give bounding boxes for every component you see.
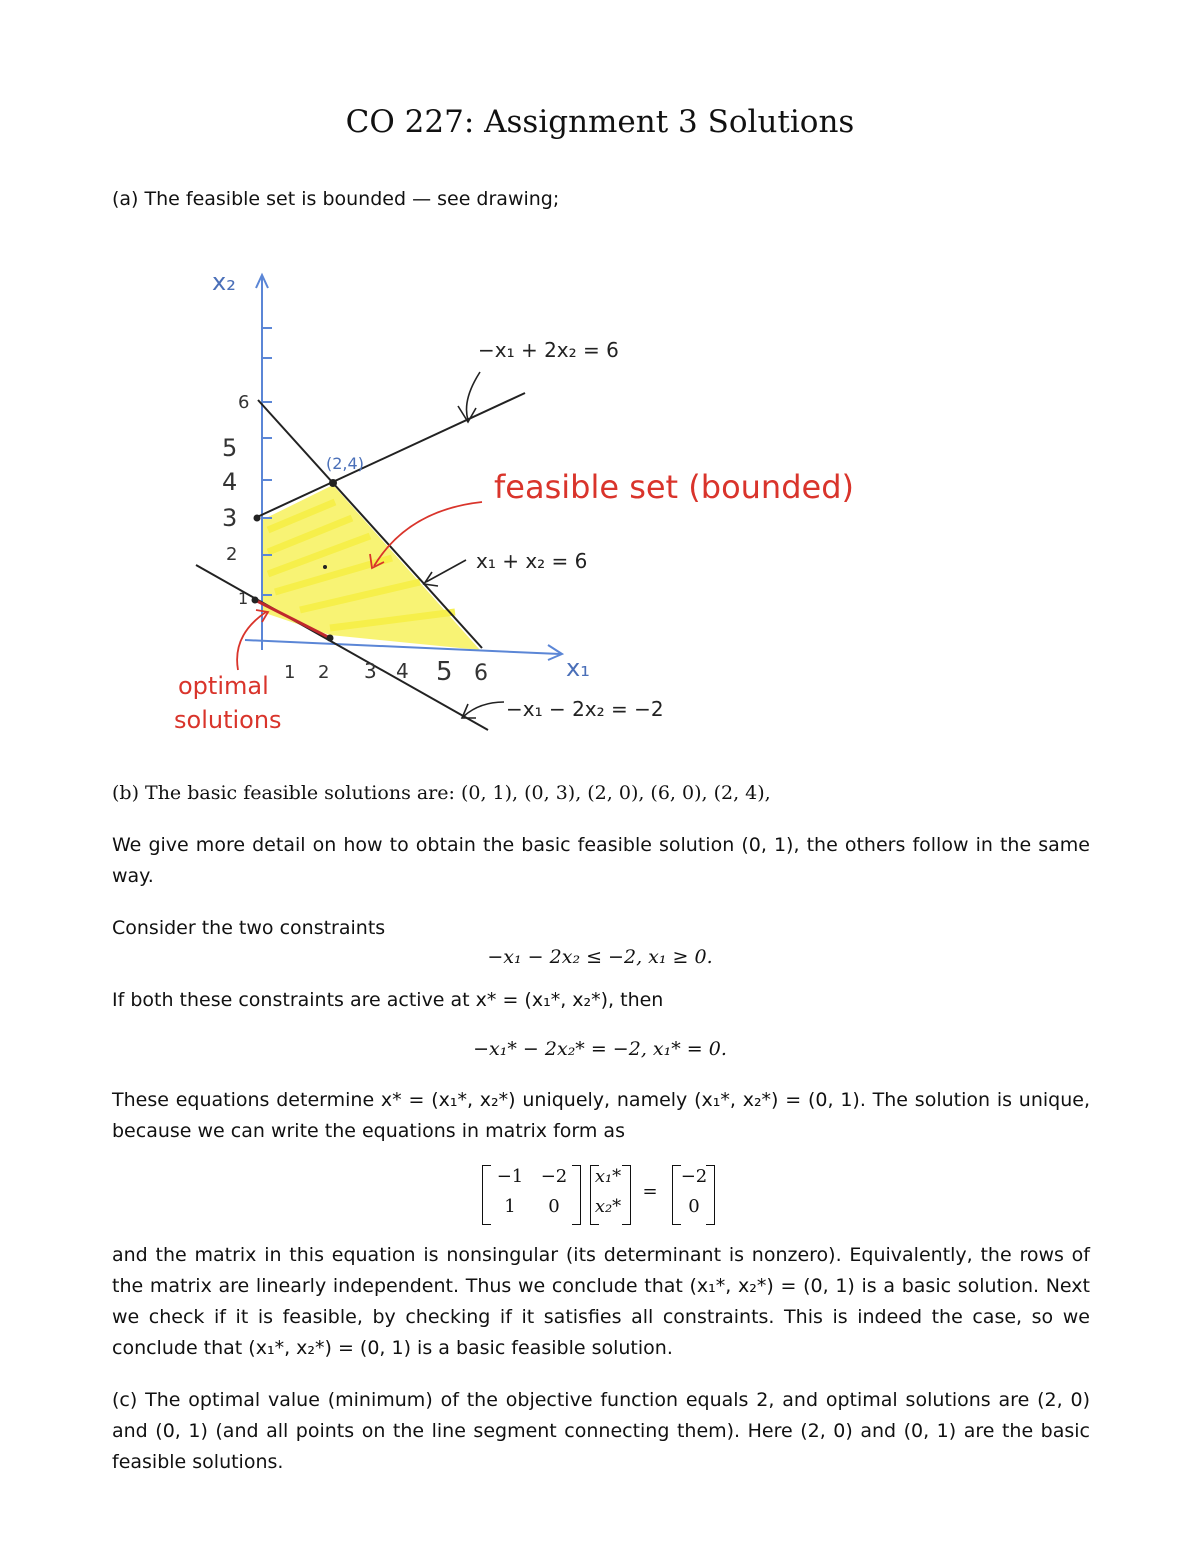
vector-b-right-bracket: [706, 1165, 715, 1225]
x-tick-2: 2: [318, 662, 330, 683]
vector-x-1: x₁*: [594, 1166, 622, 1187]
line2-arrow-icon: [426, 560, 466, 582]
equation-2: −x₁* − 2x₂* = −2, x₁* = 0.: [473, 1038, 727, 1060]
point-0-3: [254, 515, 261, 522]
y-axis-label: x₂: [212, 268, 236, 296]
matrix-a-right-bracket: [572, 1165, 581, 1225]
point-2-4-label: (2,4): [326, 454, 364, 473]
constraint-line-1: [255, 393, 525, 518]
matrix-a-21: 1: [504, 1196, 516, 1217]
matrix-equals: =: [642, 1181, 658, 1202]
feasible-set-figure: [0, 240, 1200, 800]
part-b-para3: If both these constraints are active at x* = (x₁*, x₂*), then: [112, 989, 664, 1011]
feasible-set-label: feasible set (bounded): [494, 468, 854, 506]
x-axis-label: x₁: [566, 654, 590, 682]
point-0-1: [252, 597, 259, 604]
matrix-a-12: −2: [540, 1166, 568, 1187]
y-tick-6: 6: [238, 392, 250, 413]
optimal-label-line2: solutions: [174, 706, 282, 734]
x-tick-1: 1: [284, 662, 296, 683]
optimal-label-line1: optimal: [178, 672, 269, 700]
line3-arrow-icon: [464, 702, 504, 716]
matrix-equation: [0, 1162, 1200, 1226]
x-axis-arrow-icon: [548, 645, 562, 660]
y-tick-4: 4: [222, 468, 238, 496]
part-b-para2: Consider the two constraints: [112, 917, 386, 939]
x-tick-3: 3: [364, 659, 377, 683]
y-tick-2: 2: [226, 544, 238, 565]
page-title: CO 227: Assignment 3 Solutions: [345, 104, 855, 140]
part-b-para1: We give more detail on how to obtain the basic feasible solution (0, 1), the others follow in the same way.: [112, 834, 1090, 887]
line2-label: x₁ + x₂ = 6: [476, 549, 588, 573]
matrix-a-22: 0: [548, 1196, 560, 1217]
x-tick-6: 6: [474, 661, 488, 686]
point-2-4: [329, 479, 337, 487]
part-b-heading: (b) The basic feasible solutions are: (0, 1), (0, 3), (2, 0), (6, 0), (2, 4),: [112, 782, 771, 804]
point-2-0: [327, 635, 334, 642]
y-tick-1: 1: [238, 589, 249, 608]
line3-label: −x₁ − 2x₂ = −2: [506, 697, 664, 721]
part-c-text: (c) The optimal value (minimum) of the objective function equals 2, and optimal solutions are (2, 0) and (0, 1) (and all points on the line segment connecting them). Here (2, 0) and (0, 1) are the basic feasible solutions.: [112, 1389, 1090, 1473]
interior-point: [323, 565, 327, 569]
vector-x-2: x₂*: [594, 1196, 622, 1217]
vector-b-1: −2: [680, 1166, 708, 1187]
y-tick-3: 3: [222, 504, 238, 532]
matrix-a-11: −1: [496, 1166, 524, 1187]
x-tick-4: 4: [396, 659, 409, 683]
y-tick-5: 5: [222, 434, 238, 462]
x-tick-5: 5: [436, 657, 453, 687]
vector-b-2: 0: [688, 1196, 700, 1217]
part-a-text: (a) The feasible set is bounded — see drawing;: [112, 188, 560, 210]
equation-1: −x₁ − 2x₂ ≤ −2, x₁ ≥ 0.: [487, 946, 713, 968]
line1-label: −x₁ + 2x₂ = 6: [478, 338, 619, 362]
part-b-para4: These equations determine x* = (x₁*, x₂*) uniquely, namely (x₁*, x₂*) = (0, 1). The solution is unique, because we can write the equations in matrix form as: [112, 1089, 1090, 1142]
part-b-para5: and the matrix in this equation is nonsingular (its determinant is nonzero). Equivalently, the rows of the matrix are linearly independent. Thus we conclude that (x₁*, x₂*) = (0, 1) is a basic solution. Next we check if it is feasible, by checking if it satisfies all constraints. This is indeed the case, so we conclude that (x₁*, x₂*) = (0, 1) is a basic feasible solution.: [112, 1244, 1090, 1359]
